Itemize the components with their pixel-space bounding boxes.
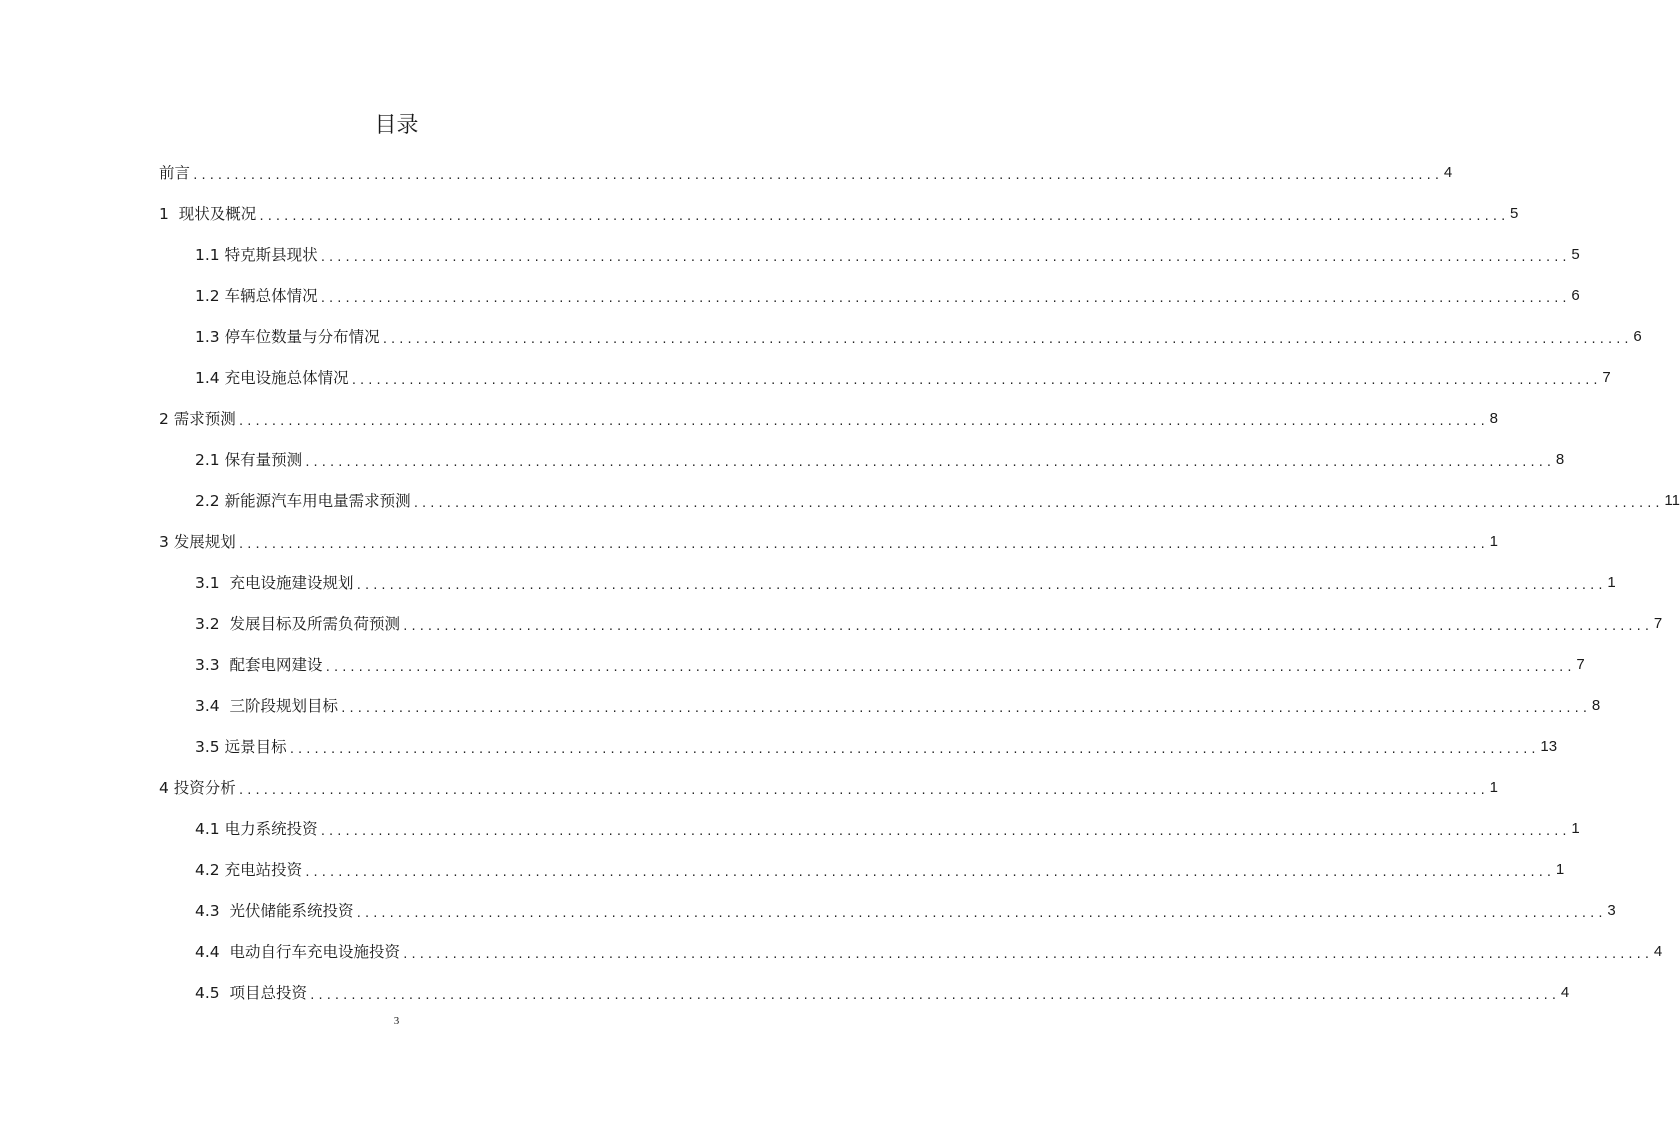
- dot-leader: ........................................................................................................................................................: [350, 374, 1601, 387]
- toc-entry-label: 4.5 项目总投资: [195, 984, 308, 1002]
- toc-entry-label: 3.1 充电设施建设规划: [195, 574, 354, 592]
- toc-entry[interactable]: [159, 774, 1498, 800]
- dot-leader: ........................................................................................................................................................: [304, 866, 1554, 879]
- toc-entry-page: 13: [1540, 738, 1558, 755]
- toc-entry[interactable]: [159, 200, 1519, 226]
- dot-leader: ........................................................................................................................................................: [288, 743, 1539, 756]
- toc-entry-page: 6: [1633, 328, 1642, 345]
- toc-entry-label: 4.4 电动自行车充电设施投资: [195, 943, 401, 961]
- dot-leader: ........................................................................................................................................................: [237, 415, 1488, 428]
- toc-entry-page: 1: [1489, 779, 1498, 796]
- dot-leader: ........................................................................................................................................................: [355, 907, 1606, 920]
- toc-entry-page: 1: [1571, 820, 1580, 837]
- toc-entry[interactable]: [195, 733, 1558, 759]
- toc-entry-label: 3 发展规划: [159, 533, 236, 551]
- dot-leader: ........................................................................................................................................................: [355, 579, 1606, 592]
- toc-entry-page: 5: [1571, 246, 1580, 263]
- toc-entry-label: 4.2 充电站投资: [195, 861, 303, 879]
- toc-entry-page: 8: [1489, 410, 1498, 427]
- toc-entry-page: 1: [1607, 574, 1616, 591]
- toc-entry-label: 3.3 配套电网建设: [195, 656, 323, 674]
- dot-leader: ........................................................................................................................................................: [324, 661, 1575, 674]
- toc-entry-label: 3.2 发展目标及所需负荷预测: [195, 615, 401, 633]
- toc-entry-label: 3.4 三阶段规划目标: [195, 697, 339, 715]
- toc-entry-page: 7: [1602, 369, 1611, 386]
- dot-leader: ........................................................................................................................................................: [237, 784, 1488, 797]
- toc-entry-page: 7: [1653, 615, 1663, 632]
- dot-leader: ........................................................................................................................................................: [304, 456, 1554, 469]
- toc-entry-page: 8: [1555, 451, 1565, 468]
- dot-leader: ........................................................................................................................................................: [237, 538, 1488, 551]
- dot-leader: ........................................................................................................................................................: [340, 702, 1590, 715]
- toc-entry-page: 4: [1443, 164, 1453, 181]
- toc-entry-page: 5: [1510, 205, 1519, 222]
- toc-entry-page: 7: [1576, 656, 1585, 673]
- toc-entry-label: 2 需求预测: [159, 410, 236, 428]
- toc-entry[interactable]: [195, 692, 1601, 718]
- toc-entry[interactable]: [195, 241, 1580, 267]
- page-title: 目录: [374, 113, 419, 138]
- toc-entry[interactable]: [195, 364, 1611, 390]
- toc-entry-label: 1.1 特克斯县现状: [195, 246, 318, 264]
- toc-entry[interactable]: [159, 405, 1498, 431]
- toc-entry[interactable]: [159, 528, 1498, 554]
- dot-leader: ........................................................................................................................................................: [402, 620, 1652, 633]
- toc-entry-page: 1: [1555, 861, 1565, 878]
- toc-entry[interactable]: [195, 446, 1565, 472]
- dot-leader: ........................................................................................................................................................: [319, 251, 1570, 264]
- toc-entry[interactable]: [195, 938, 1663, 964]
- dot-leader: ........................................................................................................................................................: [319, 292, 1570, 305]
- toc-entry-label: 2.1 保有量预测: [195, 451, 303, 469]
- dot-leader: ........................................................................................................................................................: [412, 497, 1663, 510]
- toc-entry[interactable]: [195, 610, 1663, 636]
- toc-entry-page: 8: [1591, 697, 1601, 714]
- toc-entry-page: 4: [1560, 984, 1570, 1001]
- toc-entry-label: 1.3 停车位数量与分布情况: [195, 328, 380, 346]
- dot-leader: ........................................................................................................................................................: [258, 210, 1509, 223]
- toc-entry[interactable]: [195, 979, 1570, 1005]
- dot-leader: ........................................................................................................................................................: [381, 333, 1632, 346]
- toc-entry[interactable]: [195, 323, 1642, 349]
- toc-entry[interactable]: [195, 569, 1616, 595]
- toc-entry-label: 2.2 新能源汽车用电量需求预测: [195, 492, 411, 510]
- toc-entry[interactable]: [195, 815, 1580, 841]
- toc-entry-label: 前言: [159, 164, 191, 182]
- toc-entry-label: 1 现状及概况: [159, 205, 257, 223]
- toc-entry-page: 6: [1571, 287, 1580, 304]
- toc-entry[interactable]: [195, 282, 1580, 308]
- toc-entry-page: 1: [1489, 533, 1498, 550]
- toc-entry-label: 4 投资分析: [159, 779, 236, 797]
- toc-entry[interactable]: [195, 897, 1616, 923]
- toc-entry-page: 3: [1607, 902, 1616, 919]
- toc-entry[interactable]: [159, 159, 1453, 185]
- toc-entry-label: 4.1 电力系统投资: [195, 820, 318, 838]
- dot-leader: ........................................................................................................................................................: [309, 989, 1559, 1002]
- toc-entry-label: 4.3 光伏储能系统投资: [195, 902, 354, 920]
- dot-leader: ........................................................................................................................................................: [192, 169, 1442, 182]
- toc-entry-label: 3.5 远景目标: [195, 738, 287, 756]
- toc-entry-page: 4: [1653, 943, 1663, 960]
- toc-entry[interactable]: [195, 856, 1565, 882]
- toc-entry-page: 11: [1664, 492, 1680, 509]
- toc-entry-label: 1.2 车辆总体情况: [195, 287, 318, 305]
- page-number: 3: [393, 1015, 400, 1027]
- toc-entry[interactable]: [195, 651, 1585, 677]
- toc-entry-label: 1.4 充电设施总体情况: [195, 369, 349, 387]
- dot-leader: ........................................................................................................................................................: [402, 948, 1652, 961]
- dot-leader: ........................................................................................................................................................: [319, 825, 1570, 838]
- toc-entry[interactable]: [195, 487, 1680, 513]
